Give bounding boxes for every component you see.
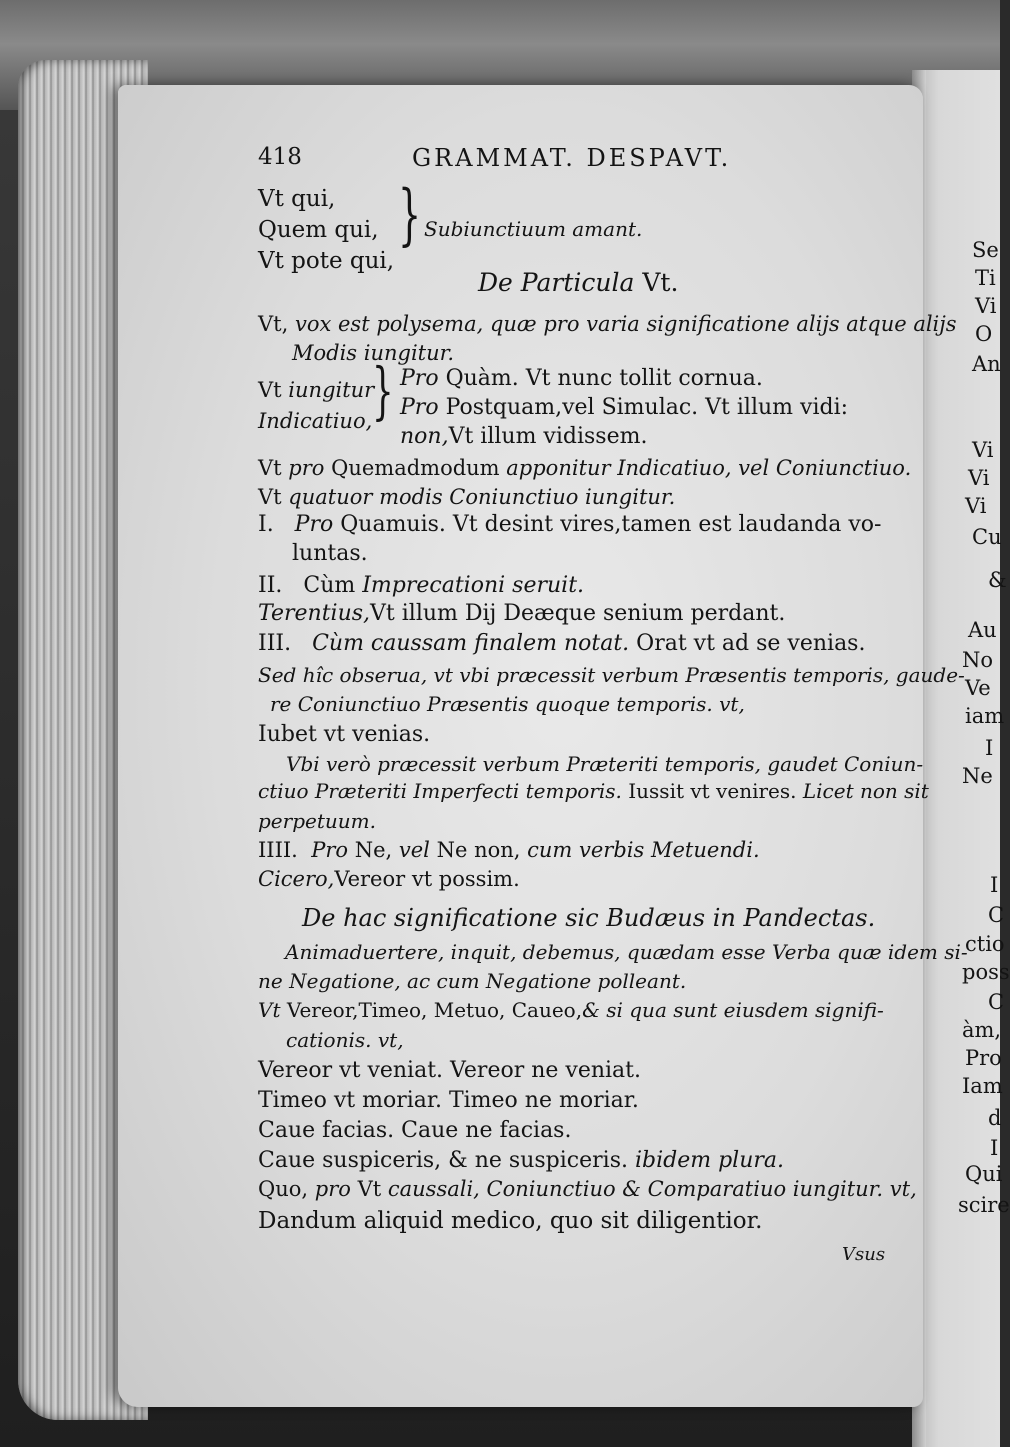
body2-line-23 [258,1150,784,1172]
brace2-iungitur: iungitur [288,378,375,402]
facing-fragment: Iam [962,1074,1003,1098]
facing-fragment: C [988,990,1005,1014]
facing-fragment: Pro [965,1046,1002,1070]
facing-fragment: àm, [962,1018,1002,1042]
brace2-vt: Vt [258,378,282,402]
catchword: Vsus [842,1244,886,1265]
body-line-8: Sed hîc obserua, vt vbi præcessit verbum Præsentis temporis, gaude- [258,663,965,687]
l05-c: Imprecationi seruit. [362,573,585,598]
facing-fragment: Vi [972,438,994,462]
body-line-15 [258,869,520,890]
l03-b: Pro [294,512,334,537]
l03-c: Quamuis. Vt desint vires,tamen est laudanda vo- [340,512,882,537]
l07-c: Orat vt ad se venias. [636,631,866,656]
body-line-4: luntas. [292,541,368,566]
brace2-r1-pro: Pro [400,366,439,391]
facing-fragment: Ne [962,764,993,788]
l18-b: Vereor,Timeo, Metuo, Caueo, [286,998,583,1022]
l14-d: vel [398,838,430,862]
facing-fragment: Ve [965,676,991,700]
facing-fragment: Ti [975,266,996,290]
body-line-1 [258,458,911,479]
l01-b: pro [288,456,325,480]
body-line-10: Iubet vt venias. [258,722,431,747]
facing-fragment: O [975,322,993,346]
intro-line-1 [258,314,957,335]
page-number: 418 [258,144,302,170]
facing-fragment: & [988,568,1007,592]
brace2-r1-text: Quàm. Vt nunc tollit cornua. [445,366,763,391]
body-line-5 [258,575,584,597]
brace2-r2-pro: Pro [400,395,439,420]
facing-fragment: I [985,736,994,760]
facing-fragment: No [962,648,994,672]
facing-fragment: Au [968,618,997,642]
l05-a: II. [258,573,283,598]
l12-c: Licet non sit [802,779,929,803]
brace1-item-3: Vt pote qui, [258,248,395,274]
l24-a: Quo, [258,1177,309,1201]
l06-a: Terentius, [258,601,371,626]
l14-f: cum verbis Metuendi. [527,838,760,862]
section-title-italic: De Particula [478,268,635,297]
l15-b: Vereor vt possim. [334,867,520,891]
facing-fragment: An [972,352,1001,376]
brace2-r2-text: Postquam,vel Simulac. Vt illum vidi: [445,395,849,420]
body2-line-24 [258,1179,917,1200]
l12-b: Iussit vt venires. [628,779,797,803]
body2-line-21: Timeo vt moriar. Timeo ne moriar. [258,1088,639,1113]
facing-fragment: I [990,873,999,897]
facing-fragment: C [988,903,1005,927]
brace2-r3-non: non, [400,424,449,449]
l01-d: apponitur Indicatiuo, vel Coniunctiuo. [506,456,912,480]
body2-line-25: Dandum aliquid medico, quo sit diligentior. [258,1208,763,1234]
l01-c: Quemadmodum [331,456,500,480]
l15-a: Cicero, [258,867,335,891]
l23-a: Caue suspiceris, & ne suspiceris. [258,1148,628,1173]
body-line-13: perpetuum. [258,809,376,833]
l07-b: Cùm caussam finalem notat. [312,631,630,656]
brace-2: } [372,354,394,427]
l24-d: caussali, Coniunctiuo & Comparatiuo iungitur. vt, [387,1177,917,1201]
body-line-11: Vbi verò præcessit verbum Præteriti temporis, gaudet Coniun- [286,752,924,776]
brace2-right-2 [400,397,848,419]
facing-fragment: Se [972,238,999,262]
facing-fragment: Cu [972,525,1002,549]
body-line-7 [258,633,865,655]
intro-vt: Vt, [258,312,289,336]
facing-fragment: I [990,1136,999,1160]
body-line-3 [258,514,881,536]
brace2-left-1 [258,380,374,401]
body-line-2 [258,487,675,508]
body-line-14 [258,840,760,861]
body2-line-19: cationis. vt, [286,1028,404,1052]
l18-c: & si qua sunt eiusdem signifi- [582,998,884,1022]
l01-a: Vt [258,456,282,480]
facing-fragment: Vi [968,466,990,490]
brace-1: } [398,176,422,253]
facing-fragment: iam [965,704,1005,728]
facing-fragment: scire [958,1193,1010,1217]
facing-fragment: ctio [965,932,1005,956]
running-title: GRAMMAT. DESPAVT. [412,144,732,172]
l06-b: Vt illum Dij Deæque senium perdant. [370,601,786,626]
brace2-left-2: Indicatiuo, [258,409,373,433]
body-line-12 [258,781,929,801]
l24-b: pro [314,1177,351,1201]
body-line-9: re Coniunctiuo Præsentis quoque temporis. vt, [270,692,745,716]
l23-b: ibidem plura. [634,1148,785,1173]
l14-e: Ne non, [436,838,521,862]
brace2-right-1 [400,368,763,390]
facing-fragment: Vi [975,294,997,318]
body2-line-16: Animaduertere, inquit, debemus, quædam esse Verba quæ idem si- [285,940,968,964]
facing-fragment: poss [962,960,1010,984]
l03-a: I. [258,512,274,537]
l14-b: Pro [311,838,349,862]
brace1-right-text: Subiunctiuum amant. [424,217,643,241]
l02-b: quatuor modis Coniunctiuo iungitur. [288,485,676,509]
section-title [478,270,678,295]
brace2-right-3 [400,426,647,448]
facing-fragment: d [988,1106,1002,1130]
l14-c: Ne, [354,838,393,862]
l18-a: Vt [258,998,281,1022]
l07-a: III. [258,631,292,656]
brace1-item-1: Vt qui, [258,186,336,212]
facing-fragment: Vi [965,494,987,518]
body2-line-22: Caue facias. Caue ne facias. [258,1118,572,1143]
intro-line-2: Modis iungitur. [292,341,455,365]
body2-line-18 [258,1000,884,1020]
l24-c: Vt [357,1177,382,1201]
body2-line-20: Vereor vt veniat. Vereor ne veniat. [258,1058,642,1083]
brace1-item-2: Quem qui, [258,217,379,243]
section-title-roman: Vt. [642,268,679,297]
facing-fragment: Qui [965,1162,1003,1186]
l05-b: Cùm [303,573,356,598]
l14-a: IIII. [258,838,298,862]
body2-line-17: ne Negatione, ac cum Negatione polleant. [258,969,687,993]
subsection-title: De hac significatione sic Budæus in Pandectas. [302,904,876,932]
intro-text-1: vox est polysema, quæ pro varia significatione alijs atque alijs [294,312,957,336]
l12-a: ctiuo Præteriti Imperfecti temporis. [258,779,622,803]
body-line-6 [258,603,785,625]
l02-a: Vt [258,485,282,509]
brace2-r3-text: Vt illum vidissem. [448,424,648,449]
